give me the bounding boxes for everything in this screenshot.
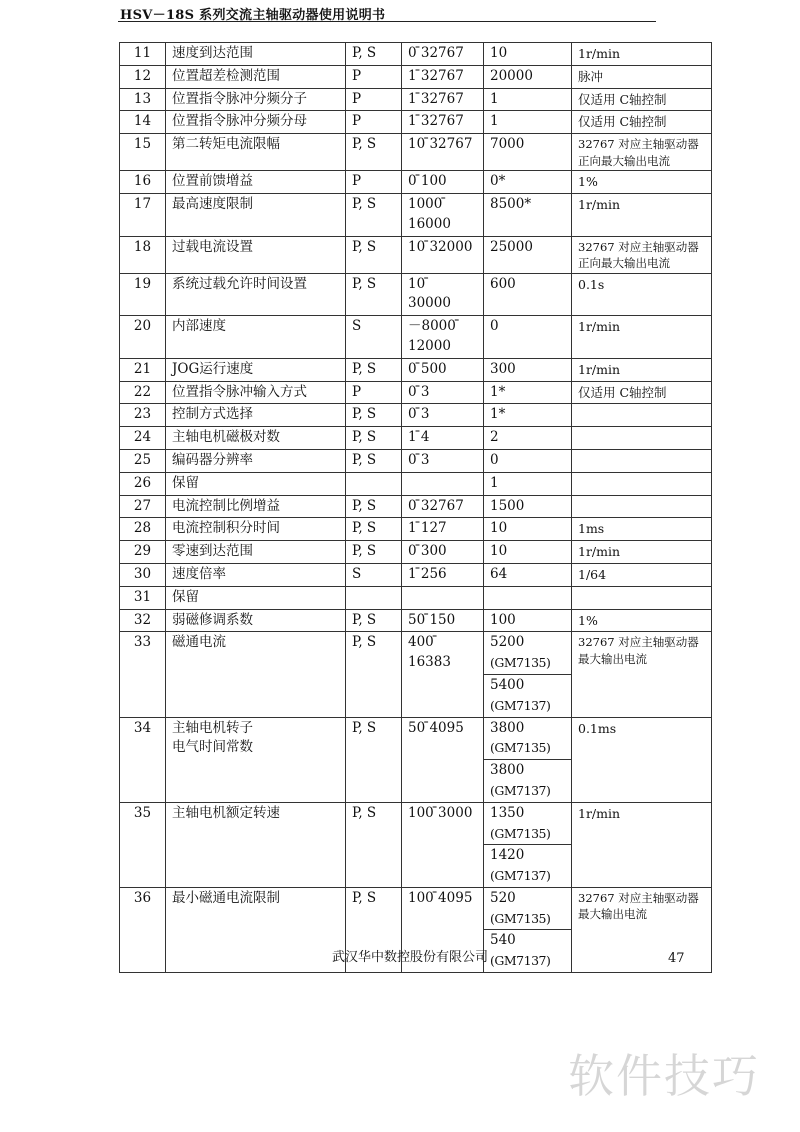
default-value: 5200	[490, 634, 525, 651]
param-note: 32767 对应主轴驱动器正向最大输出电流	[572, 236, 712, 273]
parameter-table	[119, 42, 712, 973]
motor-model: (GM7137)	[490, 868, 551, 884]
param-range: 100 ̄4095	[402, 887, 484, 972]
param-name: 位置前馈增益	[166, 171, 346, 194]
param-default: 10	[484, 43, 572, 66]
table-row	[120, 449, 712, 472]
param-mode: P, S	[346, 193, 402, 236]
param-number: 22	[120, 381, 166, 404]
param-number: 33	[120, 632, 166, 717]
param-name: 保留	[166, 472, 346, 495]
param-default: 25000	[484, 236, 572, 273]
table-row	[120, 43, 712, 66]
param-name: JOG运行速度	[166, 358, 346, 381]
param-note: 32767 对应主轴驱动器正向最大输出电流	[572, 134, 712, 171]
param-mode: P, S	[346, 518, 402, 541]
param-note	[572, 449, 712, 472]
param-note: 32767 对应主轴驱动器最大输出电流	[572, 632, 712, 717]
param-note: 仅适用 C轴控制	[572, 111, 712, 134]
param-note: 1%	[572, 609, 712, 632]
param-mode: P, S	[346, 802, 402, 887]
param-default: 20000	[484, 65, 572, 88]
param-name: 位置超差检测范围	[166, 65, 346, 88]
param-name: 最高速度限制	[166, 193, 346, 236]
param-range: －8000 ̄ 12000	[402, 316, 484, 359]
param-default: 0	[484, 449, 572, 472]
table-row	[120, 88, 712, 111]
param-mode: P, S	[346, 43, 402, 66]
table-row	[120, 427, 712, 450]
param-note: 仅适用 C轴控制	[572, 381, 712, 404]
default-value: 520	[490, 889, 516, 906]
param-mode: P, S	[346, 717, 402, 802]
param-default: 7000	[484, 134, 572, 171]
param-range: 400 ̄ 16383	[402, 632, 484, 717]
param-default	[484, 760, 572, 803]
table-row	[120, 134, 712, 171]
param-name: 主轴电机转子 电气时间常数	[166, 717, 346, 802]
param-name: 速度到达范围	[166, 43, 346, 66]
param-note	[572, 472, 712, 495]
table-row	[120, 609, 712, 632]
param-default: 100	[484, 609, 572, 632]
table-row	[120, 586, 712, 609]
param-range: 1 ̄4	[402, 427, 484, 450]
param-mode: P, S	[346, 449, 402, 472]
param-mode: P, S	[346, 404, 402, 427]
param-mode: S	[346, 316, 402, 359]
param-default: 64	[484, 563, 572, 586]
table-row	[120, 358, 712, 381]
param-mode: P, S	[346, 887, 402, 972]
param-number: 18	[120, 236, 166, 273]
param-name: 位置指令脉冲分频分子	[166, 88, 346, 111]
param-mode: P, S	[346, 236, 402, 273]
table-row	[120, 404, 712, 427]
table-row	[120, 273, 712, 316]
param-name: 磁通电流	[166, 632, 346, 717]
param-number: 11	[120, 43, 166, 66]
param-note: 仅适用 C轴控制	[572, 88, 712, 111]
param-number: 13	[120, 88, 166, 111]
param-default: 1	[484, 88, 572, 111]
param-default: 1	[484, 111, 572, 134]
param-note: 1r/min	[572, 802, 712, 887]
param-name: 最小磁通电流限制	[166, 887, 346, 972]
param-default	[484, 717, 572, 760]
param-range: 0 ̄100	[402, 171, 484, 194]
param-name: 零速到达范围	[166, 541, 346, 564]
param-mode: P	[346, 381, 402, 404]
default-value: 1350	[490, 804, 525, 821]
param-name: 位置指令脉冲输入方式	[166, 381, 346, 404]
param-default: 10	[484, 541, 572, 564]
table-row	[120, 193, 712, 236]
motor-model: (GM7137)	[490, 782, 551, 798]
param-number: 12	[120, 65, 166, 88]
param-range: 10 ̄ 30000	[402, 273, 484, 316]
param-name: 编码器分辨率	[166, 449, 346, 472]
param-note: 0.1ms	[572, 717, 712, 802]
table-row	[120, 563, 712, 586]
param-number: 23	[120, 404, 166, 427]
param-range: 50 ̄150	[402, 609, 484, 632]
param-name: 过载电流设置	[166, 236, 346, 273]
header-divider	[118, 21, 656, 22]
param-default: 300	[484, 358, 572, 381]
param-note	[572, 586, 712, 609]
param-default: 8500*	[484, 193, 572, 236]
table-row	[120, 111, 712, 134]
param-default	[484, 586, 572, 609]
param-range: 0 ̄3	[402, 449, 484, 472]
param-number: 26	[120, 472, 166, 495]
param-note: 1r/min	[572, 358, 712, 381]
param-note: 1r/min	[572, 541, 712, 564]
motor-model: (GM7135)	[490, 655, 551, 671]
param-number: 17	[120, 193, 166, 236]
footer-company: 武汉华中数控股份有限公司	[331, 950, 488, 965]
param-default: 1*	[484, 381, 572, 404]
param-range: 1 ̄127	[402, 518, 484, 541]
param-mode: P, S	[346, 273, 402, 316]
param-name: 系统过载允许时间设置	[166, 273, 346, 316]
table-row	[120, 717, 712, 760]
default-value: 3800	[490, 762, 525, 779]
motor-model: (GM7135)	[490, 910, 551, 926]
table-row	[120, 541, 712, 564]
param-note	[572, 404, 712, 427]
param-range: 0 ̄300	[402, 541, 484, 564]
table-row	[120, 802, 712, 845]
param-mode: P	[346, 88, 402, 111]
param-default: 1500	[484, 495, 572, 518]
param-name: 速度倍率	[166, 563, 346, 586]
param-range: 0 ̄3	[402, 404, 484, 427]
param-note: 1r/min	[572, 43, 712, 66]
param-range: 1 ̄256	[402, 563, 484, 586]
param-default: 0	[484, 316, 572, 359]
param-number: 31	[120, 586, 166, 609]
param-number: 19	[120, 273, 166, 316]
motor-model: (GM7137)	[490, 953, 551, 969]
param-range: 0 ̄500	[402, 358, 484, 381]
table-row	[120, 171, 712, 194]
param-default	[484, 802, 572, 845]
param-note	[572, 427, 712, 450]
default-value: 1420	[490, 847, 525, 864]
param-mode: P, S	[346, 358, 402, 381]
param-range: 50 ̄4095	[402, 717, 484, 802]
param-number: 16	[120, 171, 166, 194]
param-number: 21	[120, 358, 166, 381]
document-header-title: HSV－18S 系列交流主轴驱动器使用说明书	[120, 8, 386, 23]
param-range: 1000 ̄ 16000	[402, 193, 484, 236]
param-mode: P, S	[346, 427, 402, 450]
param-range: 0 ̄3	[402, 381, 484, 404]
param-default	[484, 674, 572, 717]
param-mode: P, S	[346, 632, 402, 717]
param-note: 1/64	[572, 563, 712, 586]
param-number: 36	[120, 887, 166, 972]
param-note: 脉冲	[572, 65, 712, 88]
param-number: 29	[120, 541, 166, 564]
param-name: 内部速度	[166, 316, 346, 359]
param-number: 14	[120, 111, 166, 134]
motor-model: (GM7135)	[490, 740, 551, 756]
param-name: 弱磁修调系数	[166, 609, 346, 632]
param-number: 35	[120, 802, 166, 887]
param-range	[402, 586, 484, 609]
param-default: 10	[484, 518, 572, 541]
param-note: 1r/min	[572, 193, 712, 236]
param-range: 0 ̄32767	[402, 43, 484, 66]
param-number: 25	[120, 449, 166, 472]
param-mode	[346, 586, 402, 609]
param-note: 1r/min	[572, 316, 712, 359]
table-row	[120, 236, 712, 273]
param-range	[402, 472, 484, 495]
table-row	[120, 316, 712, 359]
param-name: 电流控制比例增益	[166, 495, 346, 518]
parameter-table-body	[120, 43, 712, 973]
param-mode: P, S	[346, 609, 402, 632]
table-row	[120, 518, 712, 541]
param-mode: P	[346, 65, 402, 88]
param-default: 0*	[484, 171, 572, 194]
param-note: 1ms	[572, 518, 712, 541]
param-number: 24	[120, 427, 166, 450]
param-range: 10 ̄32767	[402, 134, 484, 171]
param-note: 32767 对应主轴驱动器最大输出电流	[572, 887, 712, 972]
param-number: 28	[120, 518, 166, 541]
param-range: 1 ̄32767	[402, 88, 484, 111]
param-number: 34	[120, 717, 166, 802]
param-name: 第二转矩电流限幅	[166, 134, 346, 171]
table-row	[120, 381, 712, 404]
param-default	[484, 887, 572, 930]
param-mode: P, S	[346, 134, 402, 171]
param-mode	[346, 472, 402, 495]
param-mode: P, S	[346, 495, 402, 518]
default-value: 540	[490, 932, 516, 949]
param-name: 位置指令脉冲分频分母	[166, 111, 346, 134]
param-range: 10 ̄32000	[402, 236, 484, 273]
param-name: 主轴电机磁极对数	[166, 427, 346, 450]
param-default: 2	[484, 427, 572, 450]
param-name: 保留	[166, 586, 346, 609]
default-value: 5400	[490, 676, 525, 693]
table-row	[120, 495, 712, 518]
param-name: 电流控制积分时间	[166, 518, 346, 541]
param-range: 100 ̄3000	[402, 802, 484, 887]
param-mode: P, S	[346, 541, 402, 564]
param-number: 32	[120, 609, 166, 632]
param-number: 30	[120, 563, 166, 586]
page-number: 47	[668, 951, 685, 966]
param-mode: P	[346, 171, 402, 194]
param-range: 0 ̄32767	[402, 495, 484, 518]
motor-model: (GM7137)	[490, 697, 551, 713]
param-number: 27	[120, 495, 166, 518]
watermark: 软件技巧	[568, 1049, 760, 1103]
param-mode: S	[346, 563, 402, 586]
table-row	[120, 887, 712, 930]
param-number: 20	[120, 316, 166, 359]
param-note: 1%	[572, 171, 712, 194]
param-number: 15	[120, 134, 166, 171]
param-note: 0.1s	[572, 273, 712, 316]
param-default: 600	[484, 273, 572, 316]
param-range: 1 ̄32767	[402, 65, 484, 88]
param-default: 1	[484, 472, 572, 495]
param-default	[484, 632, 572, 675]
param-note	[572, 495, 712, 518]
table-row	[120, 65, 712, 88]
param-name: 控制方式选择	[166, 404, 346, 427]
param-default	[484, 845, 572, 888]
param-mode: P	[346, 111, 402, 134]
table-row	[120, 632, 712, 675]
motor-model: (GM7135)	[490, 825, 551, 841]
default-value: 3800	[490, 719, 525, 736]
param-default: 1*	[484, 404, 572, 427]
table-row	[120, 472, 712, 495]
param-name: 主轴电机额定转速	[166, 802, 346, 887]
param-range: 1 ̄32767	[402, 111, 484, 134]
